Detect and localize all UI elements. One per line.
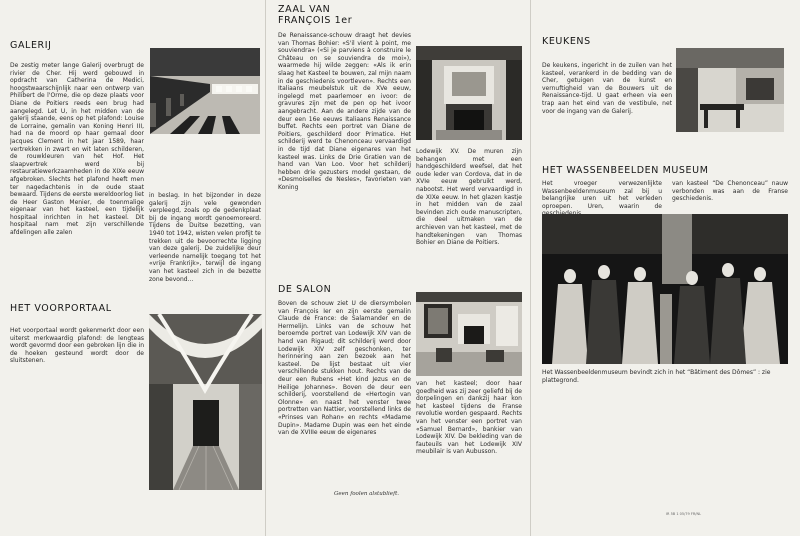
galerij-text-continued: in beslag. In het bijzonder in deze galerij zijn vele gewonden verpleegd, zoals op de gedenkplaat bij de ingang wordt genoemoreerd. Tijdens de Duitse bezetting, van 1940 tot 1942, wisten velen profijt te trekken uit de bevoorrechte ligging van deze galerij. De zuidelijke deur verleende namelijk toegang tot het «vrije Frankrijk», terwijl de ingang van het kasteel zich in de bezette zone bevond...: [149, 192, 261, 283]
zaal-heading-line1: ZAAL VAN: [278, 4, 331, 15]
museum-text-continued: van kasteel “De Chenonceau” nauw verbonden was aan de Franse geschiedenis.: [672, 180, 788, 203]
wax-museum-photo: [542, 214, 788, 364]
museum-text: Het vroeger verwezenlijkte Wassenbeeldenmuseum zal bij u belangrijke uren uit het verleden oproepen. Uren, waarin de: [542, 180, 662, 210]
print-code: IR 5B 1 05/79 FR/NL: [666, 512, 702, 516]
vestibule-photo: [149, 314, 262, 490]
museum-heading: HET WASSENBEELDEN MUSEUM: [542, 165, 709, 176]
page-fold-left: [265, 0, 266, 536]
voorportaal-heading: HET VOORPORTAAL: [10, 303, 112, 314]
zaal-text-continued: Lodewijk XV. De muren zijn behangen met een handgeschilderd weefsel, dat het oude leder van Cordova, dat in de XVIe eeuw gebruikt werd, nabootst. Het werd vervaardigd in de XIXe eeuw. In het glazen kastje in het midden van de zaal bevinden zich oude manuscripten, die deel uitmaken van de archieven van het kasteel, met de handtekeningen van Thomas Bohier en Diane de Poitiers.: [416, 148, 522, 247]
kitchen-photo: [676, 48, 784, 132]
footer-note: Geen foolen alstublieft.: [334, 491, 400, 497]
salon-heading: DE SALON: [278, 284, 332, 295]
galerij-text: De zestig meter lange Galerij overbrugt de rivier de Cher. Hij werd gebouwd in opdracht van Catherina de Medici, hoogstwaarschijnlijk naar een ontwerp van Philibert de l'Orme, die op deze plaats voor Diane de Poitiers reeds een brug had aangelegd. Let U, in het midden van de galerij staande, eens op het plafond: Louise de Lorraine, gemalin van Koning Henri III, had na de moord op haar gemaal door Jacques Clement in het jaar 1589, haar vertrekken in zwart en wit laten schilderen, de rouwkleuren van het Hof. Het slaapvertrek werd bij restauratiewerkzaamheden in de XIXe eeuw afgebroken. Slechts het plafond heeft men ter nagedachtenis in de oude staat bewaard. Tijdens de eerste wereldoorlog liet de Heer Gaston Menier, de toenmalige eigenaar van het kasteel, een tijdelijk hospitaal inrichten in het kasteel. Dit hospitaal nam met zijn verschillende afdelingen alle zalen: [10, 62, 144, 237]
salon-text: Boven de schouw ziet U de diersymbolen van François Ier en zijn eerste gemalin Claude de France: de Salamander en de Hermelijn. Links van de schouw het beroemde portret van Lodewijk XIV van de hand van Rigaud; dit schilderij werd door Lodewijk XIV zelf geschonken, ter herinnering aan zen bezoek aan het kasteel. De lijst bestaat uit vier verschillende stukken hout. Rechts van de deur een Rubens «Het kind Jezus en de Heilige Johannes». Boven de deur een schilderij, voorstellend de «Hertogin van Olonne» en naast het venster twee portretten van Nattier, voorstellend links de «Prinses van Rohan» en rechts «Madame Dupin». Madame Dupin was een het einde van de XVIIIe eeuw de eigenares: [278, 300, 411, 437]
zaal-heading-line2: FRANÇOIS 1er: [278, 15, 353, 26]
zaal-text: De Renaissance-schouw draagt het devies van Thomas Bohier: «S'il vient à point, me souviendra» («Si je parviens à construire le Château on se souviendra de moi»), waarmede hij wilde zeggen: «Als ik erin slaag het Kasteel te bouwen, zal mijn naam in de geschiedenis voortleven». Rechts een Italiaans meubelstuk uit de XVe eeuw, ingelegd met paarlemoer en ivoor: de gravures zijn met de pen op het ivoor aangebracht. Aan de andere zijde van de deur een 16e eeuws Italiaans Renaissance buffet. Rechts een portret van Diane de Poitiers, geschilderd door Primatice. Het schilderij werd te Chenonceau vervaardigd in de tijd dat Diane eigenares van het kasteel was. Links de Drie Gratien van de hand van Van Loo. Voor het schilderij hebben drie gezusters model gestaan, de «Desmoiselles de Nesles», favorieten van Koning: [278, 32, 411, 191]
fireplace-photo: [416, 46, 522, 140]
galerij-heading: GALERIJ: [10, 40, 52, 51]
keukens-text: De keukens, ingericht in de zuilen van het kasteel, verankerd in de bedding van de Cher, getuigen van de kunst en vernuftigheid van de Bouwers uit de Renaissance-tijd. U gaat erheen via een trap aan het eind van de vestibule, net voor de ingang van de Galerij.: [542, 62, 672, 115]
keukens-heading: KEUKENS: [542, 36, 591, 47]
voorportaal-text: Het voorportaal wordt gekenmerkt door een uiterst merkwaardig plafond: de lengteas wordt gevormd door een gebroken lijn die in de hoeken gesteund wordt door de sluitstenen.: [10, 327, 144, 365]
salon-photo: [416, 292, 522, 376]
page-fold-right: [530, 0, 531, 536]
museum-caption: Het Wassenbeeldenmuseum bevindt zich in het “Bâtiment des Dômes” : zie plattegrond.: [542, 369, 771, 384]
salon-text-continued: van het kasteel; door haar goedheid was zij zeer geliefd bij de dorpelingen en dankzij haar kon het kasteel tijdens de Franse revolutie worden gespaard. Rechts van het venster een portret van «Samuel Bernard», bankier van Lodewijk XIV. De bekleding van de fauteuils van het Lodewijk XIV meubilair is van Aubusson.: [416, 380, 522, 456]
gallery-photo: [150, 48, 260, 134]
